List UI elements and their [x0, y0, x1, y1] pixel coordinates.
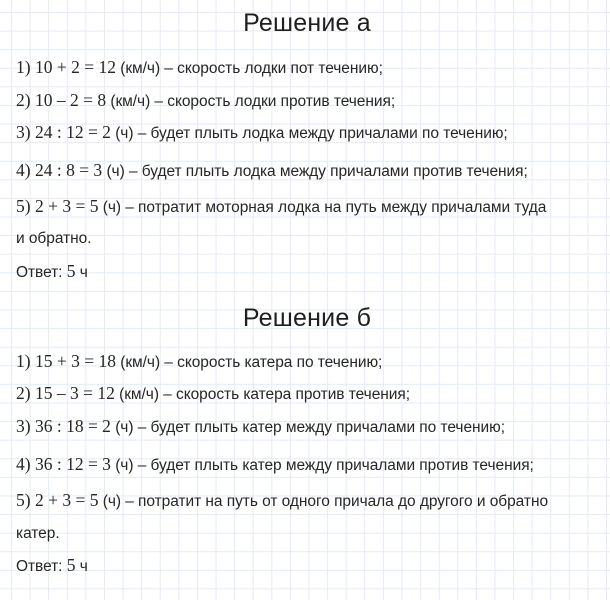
- step-text: (ч) – будет плыть катер между причалами по течению;: [110, 419, 505, 436]
- step-text: (ч) – потратит моторная лодка на путь между причалами туда: [98, 199, 547, 216]
- step-math: 1) 15 + 3 = 18: [16, 351, 116, 371]
- answer-value: 5: [66, 261, 76, 281]
- answer-unit: ч: [75, 264, 88, 281]
- section-a-step-4: [16, 160, 528, 182]
- section-b-step-5-continuation: [16, 524, 60, 544]
- step-text: (ч) – будет плыть лодка между причалами по течению;: [110, 125, 508, 142]
- step-text: (ч) – будет плыть катер между причалами против течения;: [110, 457, 534, 474]
- section-b-step-5: [16, 490, 548, 512]
- step-math: 4) 36 : 12 = 3: [16, 454, 111, 474]
- step-math: 3) 24 : 12 = 2: [16, 122, 111, 142]
- step-math: 5) 2 + 3 = 5: [16, 196, 99, 216]
- step-math: 1) 10 + 2 = 12: [16, 57, 116, 77]
- step-math: 4) 24 : 8 = 3: [16, 160, 103, 180]
- continuation-text: и обратно.: [16, 230, 92, 247]
- step-text: (ч) – будет плыть лодка между причалами против течения;: [102, 163, 528, 180]
- section-a-step-2: [16, 90, 395, 112]
- section-b-answer: [16, 555, 88, 577]
- continuation-text: катер.: [16, 525, 60, 542]
- section-b-title: Решение б: [242, 304, 372, 332]
- answer-unit: ч: [75, 558, 88, 575]
- section-b-step-1: [16, 351, 382, 373]
- answer-label: Ответ:: [16, 264, 67, 281]
- section-b-step-4: [16, 454, 534, 476]
- step-text: (км/ч) – скорость катера против течения;: [114, 386, 410, 403]
- step-text: (ч) – потратит на путь от одного причала до другого и обратно: [98, 493, 549, 510]
- answer-label: Ответ:: [16, 558, 67, 575]
- step-math: 2) 15 – 3 = 12: [16, 383, 115, 403]
- step-math: 2) 10 – 2 = 8: [16, 90, 107, 110]
- section-a-step-3: [16, 122, 508, 144]
- section-a-step-5: [16, 196, 546, 218]
- step-text: (км/ч) – скорость катера по течению;: [115, 354, 383, 371]
- section-a-title: Решение а: [243, 9, 371, 37]
- section-b-step-2: [16, 383, 410, 405]
- step-math: 3) 36 : 18 = 2: [16, 416, 111, 436]
- section-a-answer: [16, 261, 88, 283]
- section-a-step-1: [16, 57, 383, 79]
- step-math: 5) 2 + 3 = 5: [16, 490, 99, 510]
- step-text: (км/ч) – скорость лодки пот течению;: [115, 60, 383, 77]
- answer-value: 5: [66, 555, 76, 575]
- section-b-step-3: [16, 416, 505, 438]
- section-a-step-5-continuation: [16, 229, 91, 249]
- step-text: (км/ч) – скорость лодки против течения;: [106, 93, 396, 110]
